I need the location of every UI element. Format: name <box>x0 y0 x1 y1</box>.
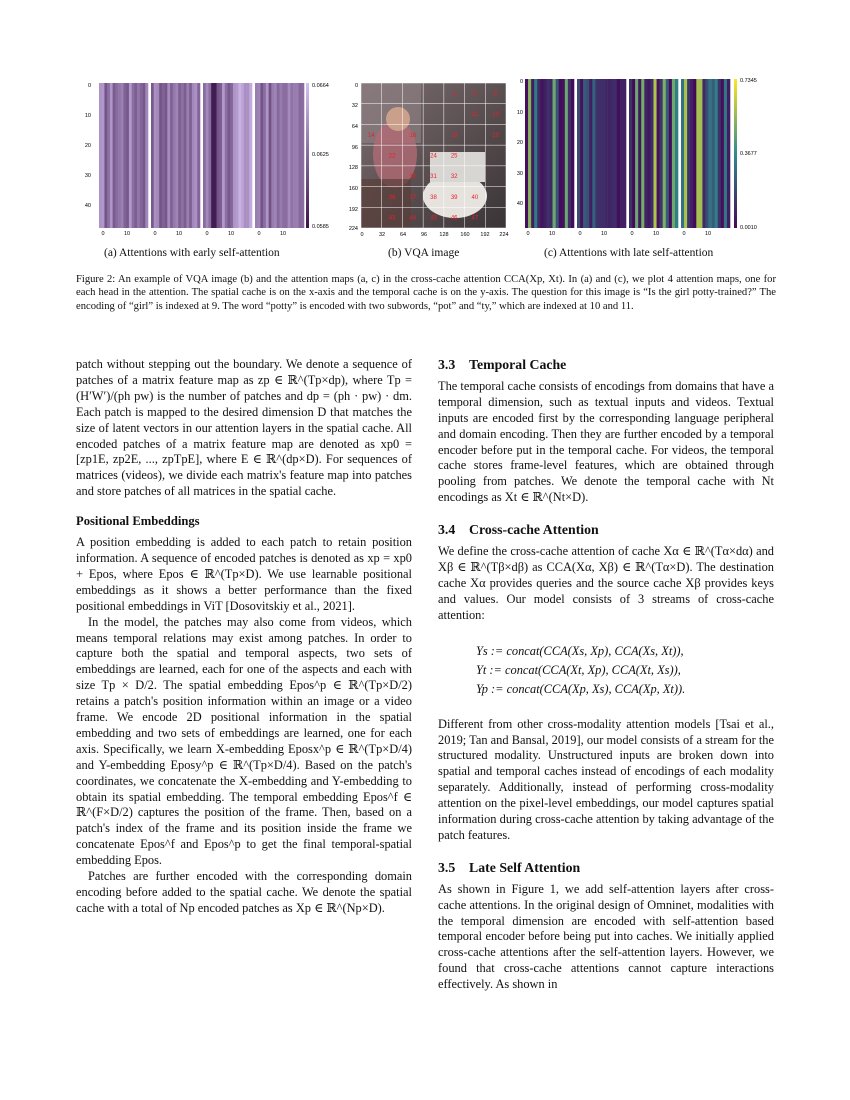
vqa-x-tick: 224 <box>499 232 509 238</box>
vqa-x-tick: 64 <box>399 232 407 238</box>
early-heatmap-column <box>195 83 198 228</box>
patch-number: 32 <box>450 174 458 181</box>
early-heatmap-column <box>99 83 102 228</box>
late-heatmap-column <box>580 79 583 228</box>
section-title: Temporal Cache <box>469 357 567 372</box>
early-heatmap-column <box>115 83 118 228</box>
early-heatmap-column <box>162 83 165 228</box>
patch-number: 25 <box>450 153 458 160</box>
early-y-tick: 40 <box>84 203 91 209</box>
early-heatmap-column <box>293 83 296 228</box>
late-heatmap-column <box>647 79 650 228</box>
early-heatmap-column <box>181 83 184 228</box>
early-attention-panel <box>85 83 329 237</box>
late-heatmap-column <box>605 79 608 228</box>
late-x-tick: 10 <box>704 231 712 237</box>
vqa-y-tick: 96 <box>351 145 358 151</box>
late-x-tick: 10 <box>600 231 608 237</box>
late-heatmap-column <box>712 79 715 228</box>
early-heatmap-column <box>241 83 244 228</box>
early-heatmap-column <box>274 83 277 228</box>
late-heatmap-column <box>641 79 644 228</box>
early-heatmap-column <box>104 83 107 228</box>
patch-number: 5 <box>473 91 477 98</box>
early-heatmap-column <box>137 83 140 228</box>
late-heatmap-column <box>635 79 638 228</box>
early-y-tick: 30 <box>84 173 91 179</box>
late-x-tick: 0 <box>630 231 634 237</box>
patch-number: 14 <box>368 132 375 139</box>
vqa-x-tick: 32 <box>378 232 386 238</box>
early-attention-heatmaps <box>99 83 304 228</box>
figure-2 <box>0 74 850 264</box>
late-x-tick: 0 <box>578 231 582 237</box>
equation-yt: Yt := concat(CCA(Xt, Xp), CCA(Xt, Xs)), <box>476 662 681 677</box>
late-heatmap-column <box>537 79 540 228</box>
early-heatmap-column <box>113 83 116 228</box>
early-heatmap-column <box>165 83 168 228</box>
late-heatmap-column <box>543 79 546 228</box>
early-heatmap-column <box>129 83 132 228</box>
early-heatmap-column <box>126 83 129 228</box>
late-heatmap-column <box>666 79 669 228</box>
early-heatmap-column <box>206 83 209 228</box>
subcaption-c: (c) Attentions with late self-attention <box>544 247 714 259</box>
early-heatmap-column <box>269 83 272 228</box>
late-cb-mid: 0.3677 <box>740 151 757 157</box>
vqa-image-panel <box>349 83 509 238</box>
early-heatmap-column <box>238 83 241 228</box>
late-heatmap-column <box>644 79 647 228</box>
early-heatmap-column <box>110 83 113 228</box>
subcaption-b: (b) VQA image <box>388 247 460 259</box>
late-y-tick: 20 <box>516 140 523 146</box>
late-heatmap-column <box>663 79 666 228</box>
early-heatmap-column <box>285 83 288 228</box>
late-heatmap-column <box>617 79 620 228</box>
early-x-tick: 10 <box>175 231 183 237</box>
early-heatmap-column <box>140 83 143 228</box>
patch-number: 46 <box>450 215 458 222</box>
late-heatmap-column <box>553 79 556 228</box>
section-3-5-heading <box>438 860 774 876</box>
patch-number: 24 <box>430 153 437 160</box>
early-heatmap-column <box>299 83 302 228</box>
vqa-y-tick: 32 <box>351 103 358 109</box>
early-heatmap-column <box>151 83 154 228</box>
late-heatmap-column <box>623 79 626 228</box>
section-3-3-heading <box>438 357 774 373</box>
late-heatmap-column <box>632 79 635 228</box>
late-heatmap-column <box>583 79 586 228</box>
vqa-x-tick: 160 <box>460 232 470 238</box>
late-cb-top: 0.7345 <box>740 78 757 84</box>
early-heatmap-column <box>156 83 159 228</box>
late-heatmap-column <box>706 79 709 228</box>
paragraph-patches: patch without stepping out the boundary. We denote a sequence of patches of a matrix feature map as zp ∈ ℝ^(Tp×dp), where Tp = (H′W′)/(ph pw) is the number of patches and dp = (ph · pw) · dm. Each patch is mapped to the desired dimension D that matches the size of latent vectors in our attention layers in the spatial cache. All encoded patches of a matrix feature map are denoted as xp0 = [zp1E, zp2E, ..., zpTpE], where E ∈ ℝ^(dp×D). For sequences of matrices (videos), we divide each matrix's feature map into patches and store patches of all matrices in the spatial cache. <box>76 357 412 499</box>
patch-number: 36 <box>388 194 396 201</box>
late-heatmap-column <box>657 79 660 228</box>
late-heatmap-column <box>672 79 675 228</box>
patch-number: 40 <box>471 194 479 201</box>
late-heatmap-column <box>571 79 574 228</box>
late-y-tick: 40 <box>516 201 523 207</box>
equation-ys: Ys := concat(CCA(Xs, Xp), CCA(Xs, Xt)), <box>476 643 684 658</box>
late-colorbar <box>734 79 737 228</box>
patch-number: 45 <box>430 215 437 222</box>
vqa-y-tick: 224 <box>348 226 358 232</box>
late-y-tick: 30 <box>516 171 523 177</box>
patch-number: 38 <box>430 194 437 201</box>
equation-block <box>438 642 774 699</box>
late-heatmap-column <box>650 79 653 228</box>
early-heatmap-column <box>208 83 211 228</box>
patch-number: 44 <box>409 215 417 222</box>
vqa-x-tick: 0 <box>360 232 364 238</box>
late-heatmap-column <box>577 79 580 228</box>
early-heatmap-column <box>260 83 263 228</box>
early-heatmap-column <box>244 83 247 228</box>
early-y-tick: 0 <box>87 83 91 89</box>
early-heatmap-column <box>217 83 220 228</box>
paragraph-cross-modality: Different from other cross-modality attention models [Tsai et al., 2019; Tan and Bansal, 2019], our model consists of a stream for the structured modality. Unstructured inputs are broken down into spatial and temporal caches instead of encodings of each modality separately. Additionally, instead of performing cross-modality attention on the pixel-level embeddings, our model captures spatial information during cross-cache attention by taking advantage of the patch features. <box>438 716 774 842</box>
left-column <box>76 357 412 917</box>
late-cb-bottom: 0.0010 <box>740 225 757 231</box>
subcaption-a: (a) Attentions with early self-attention <box>104 247 280 259</box>
late-heatmap-column <box>709 79 712 228</box>
heading-positional-embeddings: Positional Embeddings <box>76 514 200 529</box>
section-3-4-heading <box>438 522 774 538</box>
patch-number: 22 <box>388 153 396 160</box>
early-heatmap-column <box>159 83 162 228</box>
early-x-tick: 0 <box>257 231 261 237</box>
patch-number: 31 <box>430 174 437 181</box>
early-heatmap-column <box>203 83 206 228</box>
section-title: Cross-cache Attention <box>469 522 599 538</box>
late-heatmap-column <box>565 79 568 228</box>
early-heatmap-column <box>134 83 137 228</box>
early-heatmap-column <box>236 83 239 228</box>
late-heatmap-column <box>525 79 528 228</box>
late-heatmap-column <box>727 79 730 228</box>
vqa-y-tick: 64 <box>351 124 358 130</box>
early-heatmap-column <box>107 83 110 228</box>
late-heatmap-column <box>629 79 632 228</box>
early-heatmap-column <box>121 83 124 228</box>
vqa-y-tick: 192 <box>348 207 358 213</box>
early-heatmap-column <box>247 83 250 228</box>
patch-number: 30 <box>409 174 417 181</box>
early-heatmap-column <box>271 83 274 228</box>
early-x-tick: 0 <box>101 231 105 237</box>
paragraph-temporal-cache: The temporal cache consists of encodings from domains that have a temporal dimension, such as textual inputs and videos. Textual inputs are encoded first by the corresponding language peripheral and domain encoding. Then they are further encoded by a temporal encoder before put in the temporal cache. For videos, the temporal cache stores frame-level features, which are obtained through pooling from patches. We denote the temporal cache with Nt encodings as Xt ∈ ℝ^(Nt×D). <box>438 378 774 505</box>
late-attention-heatmaps <box>525 79 730 228</box>
late-heatmap-column <box>702 79 705 228</box>
early-heatmap-column <box>263 83 266 228</box>
late-heatmap-column <box>586 79 589 228</box>
late-heatmap-column <box>559 79 562 228</box>
early-x-tick: 0 <box>205 231 209 237</box>
patch-number: 18 <box>450 132 458 139</box>
paragraph-spatial-cache: Patches are further encoded with the corresponding domain encoding before added to the spatial cache. We denote the spatial cache with a total of Np encoded patches as Xp ∈ ℝ^(Np×D). <box>76 869 412 915</box>
paragraph-cross-cache: We define the cross-cache attention of cache Xα ∈ ℝ^(Tα×dα) and Xβ ∈ ℝ^(Tβ×dβ) as CCA(Xα, Xβ) ∈ ℝ^(Tα×D). The destination cache Xα provides queries and the source cache Xβ provides keys and values. Our model consists of 3 streams of cross-cache attention: <box>438 544 774 622</box>
section-number: 3.4 <box>438 522 456 538</box>
late-heatmap-column <box>718 79 721 228</box>
right-column <box>438 357 774 993</box>
figure-caption: Figure 2: An example of VQA image (b) and the attention maps (a, c) in the cross-cache attention CCA(Xp, Xt). In (a) and (c), we plot 4 attention maps, one for each head in the attention. The spatial cache is on the x-axis and the temporal cache is on the y-axis. The question for this image is “Is the girl potty-trained?” The encoding of “girl” is indexed at 9. The word “potty” is encoded with two subwords, “pot” and “ty,” which are indexed at 10 and 11. <box>76 274 776 312</box>
early-heatmap-column <box>124 83 127 228</box>
early-heatmap-column <box>102 83 105 228</box>
early-heatmap-column <box>143 83 146 228</box>
paragraph-temporal-spatial: In the model, the patches may also come from videos, which means temporal relations may exist among patches. In order to capture both the spatial and temporal aspects, two sets of embeddings are learned, each for one of the aspects and each with size Tp × D/2. The spatial embedding Epos^p ∈ ℝ^(Tp×D/2) retains a patch's position information within an image or a video frame. We encode 2D positional information in the spatial embedding and two sets of embeddings are learned, one for each axis. Specifically, we learn X-embedding Eposx^p ∈ ℝ^(Tp×D/4) and Y-embedding Eposy^p ∈ ℝ^(Tp×D/4). Based on the patch's coordinates, we concatenate the X-embedding and Y-embedding to obtain its spatial embedding. The temporal embedding Epos^f ∈ ℝ^(F×D/2) captures the position of the frame. Then, based on a patch's index of the frame and its position inside the frame we concatenate Epos^f and Epos^p to get the final temporal-spatial embedding Epos. <box>76 614 412 868</box>
late-heatmap-column <box>614 79 617 228</box>
late-x-tick: 10 <box>548 231 556 237</box>
vqa-y-tick: 0 <box>354 83 358 89</box>
late-heatmap-column <box>699 79 702 228</box>
late-heatmap-column <box>724 79 727 228</box>
early-heatmap-column <box>214 83 217 228</box>
late-heatmap-column <box>690 79 693 228</box>
late-heatmap-column <box>550 79 553 228</box>
early-heatmap-column <box>145 83 148 228</box>
late-heatmap-column <box>675 79 678 228</box>
late-heatmap-column <box>556 79 559 228</box>
early-heatmap-column <box>290 83 293 228</box>
vqa-x-tick: 96 <box>420 232 428 238</box>
early-heatmap-column <box>167 83 170 228</box>
early-heatmap-column <box>132 83 135 228</box>
early-heatmap-column <box>170 83 173 228</box>
early-heatmap-column <box>280 83 283 228</box>
section-title: Late Self Attention <box>469 859 581 875</box>
early-heatmap-column <box>233 83 236 228</box>
patch-number: 37 <box>409 194 417 201</box>
early-heatmap-column <box>301 83 304 228</box>
late-y-tick: 0 <box>519 79 523 85</box>
late-heatmap-column <box>598 79 601 228</box>
early-heatmap-column <box>118 83 121 228</box>
vqa-y-tick: 128 <box>348 165 358 171</box>
early-heatmap-column <box>230 83 233 228</box>
patch-number: 12 <box>471 112 479 119</box>
early-heatmap-column <box>173 83 176 228</box>
section-number: 3.5 <box>438 859 456 875</box>
late-heatmap-column <box>721 79 724 228</box>
early-heatmap-column <box>222 83 225 228</box>
early-heatmap-column <box>184 83 187 228</box>
late-heatmap-column <box>531 79 534 228</box>
late-heatmap-column <box>534 79 537 228</box>
late-heatmap-column <box>602 79 605 228</box>
late-attention-panel <box>517 78 757 237</box>
section-number: 3.3 <box>438 357 456 372</box>
early-heatmap-column <box>282 83 285 228</box>
early-cb-bottom: 0.0585 <box>312 224 329 230</box>
late-x-tick: 10 <box>652 231 660 237</box>
vqa-y-tick: 160 <box>348 186 358 192</box>
late-heatmap-column <box>589 79 592 228</box>
late-heatmap-column <box>620 79 623 228</box>
patch-number: 6 <box>493 91 498 98</box>
late-heatmap-column <box>654 79 657 228</box>
patch-number: 43 <box>388 215 396 222</box>
early-heatmap-column <box>255 83 258 228</box>
early-cb-top: 0.0664 <box>312 83 329 89</box>
patch-number: 4 <box>452 91 456 98</box>
paragraph-late-self-attention: As shown in Figure 1, we add self-attention layers after cross-cache attentions. In the original design of Omninet, modalities with the temporal dimension are encoded with self-attention based temporal encoder before being put into caches. We initially applied cross-cache attentions after the self-attention layers. However, we found that cross-cache attentions cannot capture interactions effectively. As shown in <box>438 881 774 992</box>
early-heatmap-column <box>197 83 200 228</box>
photo-girl-head <box>386 107 410 131</box>
late-heatmap-column <box>562 79 565 228</box>
early-y-tick: 10 <box>84 113 91 119</box>
late-heatmap-column <box>528 79 531 228</box>
early-heatmap-column <box>186 83 189 228</box>
late-heatmap-column <box>696 79 699 228</box>
early-heatmap-column <box>225 83 228 228</box>
patch-number: 47 <box>471 215 479 222</box>
late-heatmap-column <box>684 79 687 228</box>
late-heatmap-column <box>540 79 543 228</box>
late-x-tick: 0 <box>682 231 686 237</box>
equation-yp: Yp := concat(CCA(Xp, Xs), CCA(Xp, Xt)). <box>476 681 686 696</box>
late-heatmap-column <box>669 79 672 228</box>
paragraph-position-embedding: A position embedding is added to each patch to retain position information. A sequence of encoded patches is denoted as xp = xp0 + Epos, where Epos ∈ ℝ^(Tp×D). We use learnable positional embeddings as it shows a better performance than the fixed positional embeddings in ViT [Dosovitskiy et al., 2021]. <box>76 535 412 613</box>
early-cb-mid: 0.0625 <box>312 152 329 158</box>
early-y-tick: 20 <box>84 143 91 149</box>
late-heatmap-column <box>681 79 684 228</box>
early-heatmap-column <box>219 83 222 228</box>
late-heatmap-column <box>611 79 614 228</box>
late-heatmap-column <box>693 79 696 228</box>
early-heatmap-column <box>258 83 261 228</box>
late-heatmap-column <box>715 79 718 228</box>
early-heatmap-column <box>296 83 299 228</box>
late-heatmap-column <box>687 79 690 228</box>
late-heatmap-column <box>568 79 571 228</box>
figure-svg <box>0 74 850 264</box>
late-heatmap-column <box>608 79 611 228</box>
early-colorbar <box>306 83 309 228</box>
late-heatmap-column <box>638 79 641 228</box>
early-heatmap-column <box>192 83 195 228</box>
vqa-x-tick: 128 <box>439 232 449 238</box>
early-heatmap-column <box>288 83 291 228</box>
early-x-tick: 10 <box>279 231 287 237</box>
early-heatmap-column <box>189 83 192 228</box>
early-heatmap-column <box>249 83 252 228</box>
early-heatmap-column <box>228 83 231 228</box>
patch-number: 13 <box>492 112 499 119</box>
patch-number: 39 <box>450 194 458 201</box>
late-y-tick: 10 <box>516 110 523 116</box>
early-heatmap-column <box>277 83 280 228</box>
late-heatmap-column <box>660 79 663 228</box>
early-heatmap-column <box>211 83 214 228</box>
late-x-tick: 0 <box>526 231 530 237</box>
patch-number: 20 <box>492 132 499 139</box>
early-heatmap-column <box>154 83 157 228</box>
early-heatmap-column <box>266 83 269 228</box>
early-heatmap-column <box>178 83 181 228</box>
early-x-tick: 10 <box>227 231 235 237</box>
early-x-tick: 10 <box>123 231 131 237</box>
late-heatmap-column <box>595 79 598 228</box>
late-heatmap-column <box>546 79 549 228</box>
early-x-tick: 0 <box>153 231 157 237</box>
early-heatmap-column <box>176 83 179 228</box>
patch-number: 16 <box>409 132 417 139</box>
vqa-x-tick: 192 <box>480 232 490 238</box>
late-heatmap-column <box>592 79 595 228</box>
